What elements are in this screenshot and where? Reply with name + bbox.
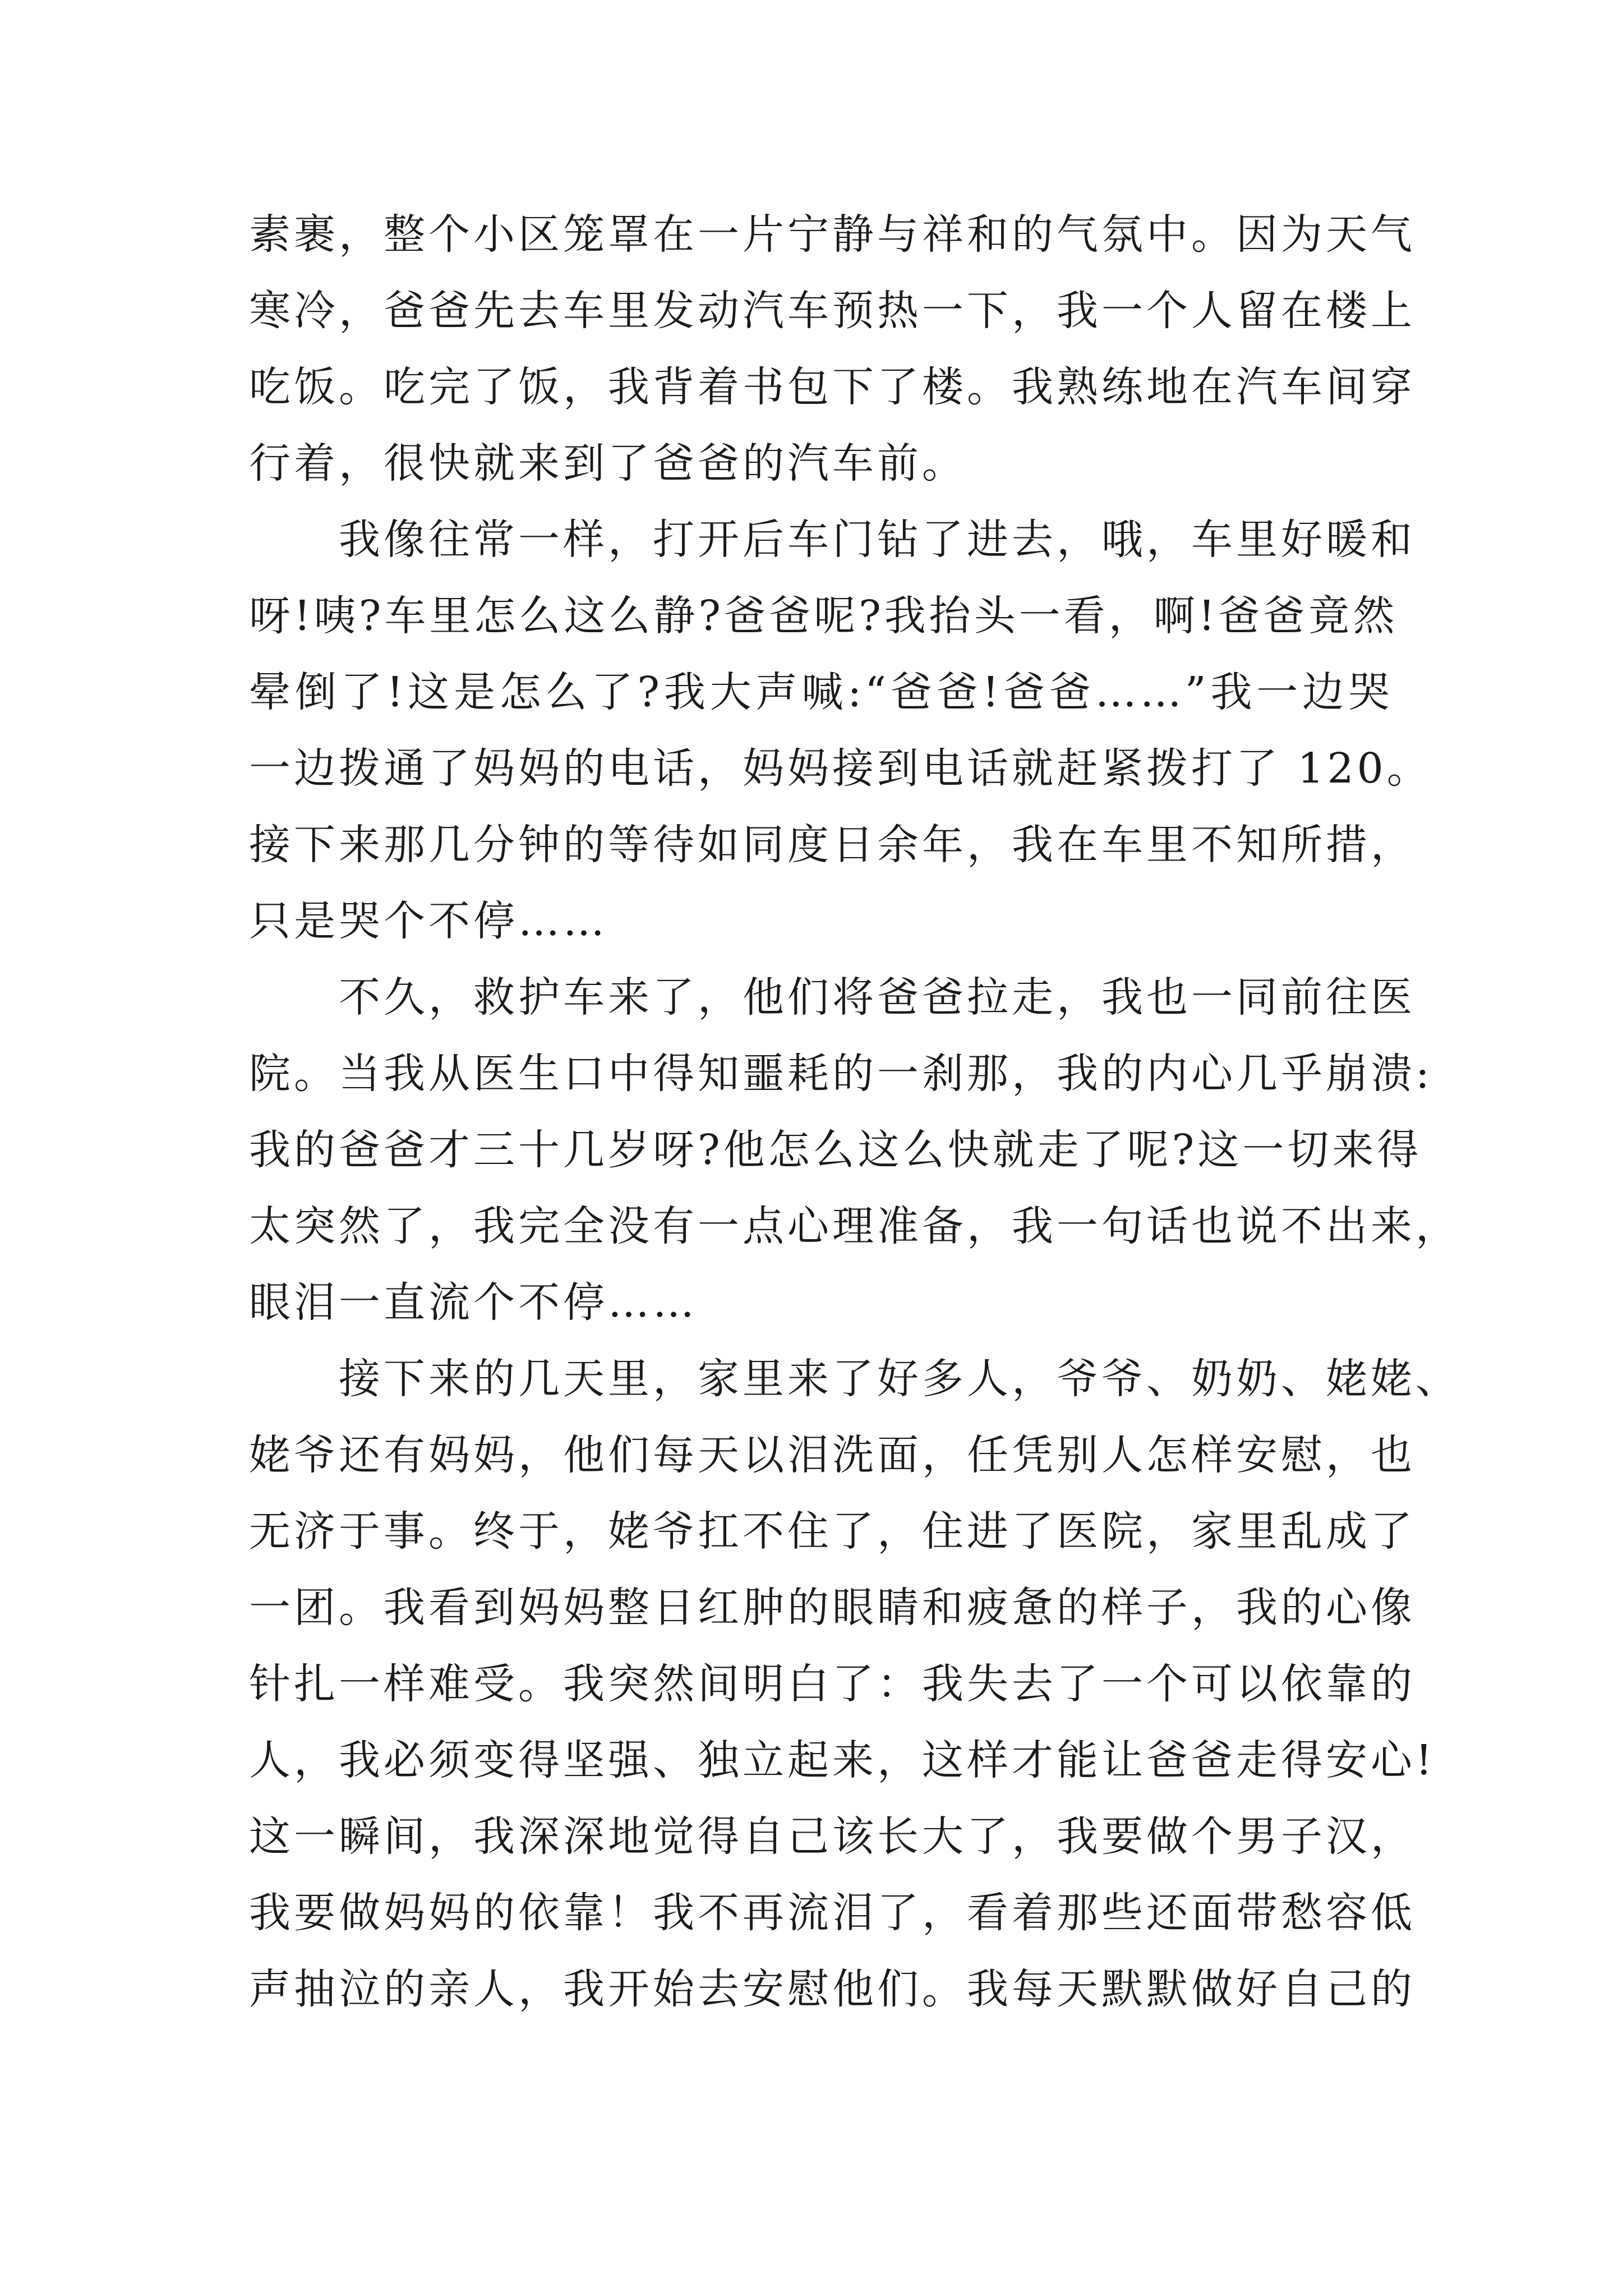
- text-line: 呀!咦?车里怎么这么静?爸爸呢?我抬头一看，啊!爸爸竟然: [249, 592, 1398, 640]
- text-line: 我要做妈妈的依靠！我不再流泪了，看着那些还面带愁容低: [249, 1889, 1415, 1937]
- paragraph-first-line: 接下来的几天里，家里来了好多人，爷爷、奶奶、姥姥、: [339, 1355, 1460, 1403]
- text-line: 一团。我看到妈妈整日红肿的眼睛和疲惫的样子，我的心像: [249, 1584, 1415, 1632]
- text-line: 无济于事。终于，姥爷扛不住了，住进了医院，家里乱成了: [249, 1507, 1415, 1556]
- text-line: 只是哭个不停……: [249, 897, 608, 945]
- text-line: 吃饭。吃完了饭，我背着书包下了楼。我熟练地在汽车间穿: [249, 363, 1415, 411]
- text-line: 接下来那几分钟的等待如同度日余年，我在车里不知所措，: [249, 821, 1415, 869]
- text-line: 太突然了，我完全没有一点心理准备，我一句话也说不出来，: [249, 1202, 1460, 1250]
- text-line: 一边拨通了妈妈的电话，妈妈接到电话就赶紧拨打了 120。: [249, 744, 1432, 793]
- text-line: 行着，很快就来到了爸爸的汽车前。: [249, 439, 967, 487]
- text-line: 晕倒了!这是怎么了?我大声喊:“爸爸!爸爸……”我一边哭: [249, 668, 1393, 716]
- body-text: [249, 196, 1460, 2027]
- text-line: 我的爸爸才三十几岁呀?他怎么这么快就走了呢?这一切来得: [249, 1126, 1422, 1174]
- text-line: 这一瞬间，我深深地觉得自己该长大了，我要做个男子汉，: [249, 1812, 1415, 1861]
- text-line: 眼泪一直流个不停……: [249, 1278, 698, 1327]
- text-line: 寒冷，爸爸先去车里发动汽车预热一下，我一个人留在楼上: [249, 287, 1415, 335]
- text-line: 声抽泣的亲人，我开始去安慰他们。我每天默默做好自己的: [249, 1965, 1415, 2013]
- text-line: 针扎一样难受。我突然间明白了：我失去了一个可以依靠的: [249, 1660, 1415, 1708]
- paragraph-first-line: 不久，救护车来了，他们将爸爸拉走，我也一同前往医: [339, 973, 1415, 1022]
- text-line: 院。当我从医生口中得知噩耗的一刹那，我的内心几乎崩溃:: [249, 1050, 1433, 1098]
- paragraph-first-line: 我像往常一样，打开后车门钻了进去，哦，车里好暖和: [339, 516, 1415, 564]
- text-line: 人，我必须变得坚强、独立起来，这样才能让爸爸走得安心!: [249, 1736, 1436, 1784]
- text-line: 姥爷还有妈妈，他们每天以泪洗面，任凭别人怎样安慰，也: [249, 1431, 1415, 1479]
- text-line: 素裹，整个小区笼罩在一片宁静与祥和的气氛中。因为天气: [249, 210, 1415, 259]
